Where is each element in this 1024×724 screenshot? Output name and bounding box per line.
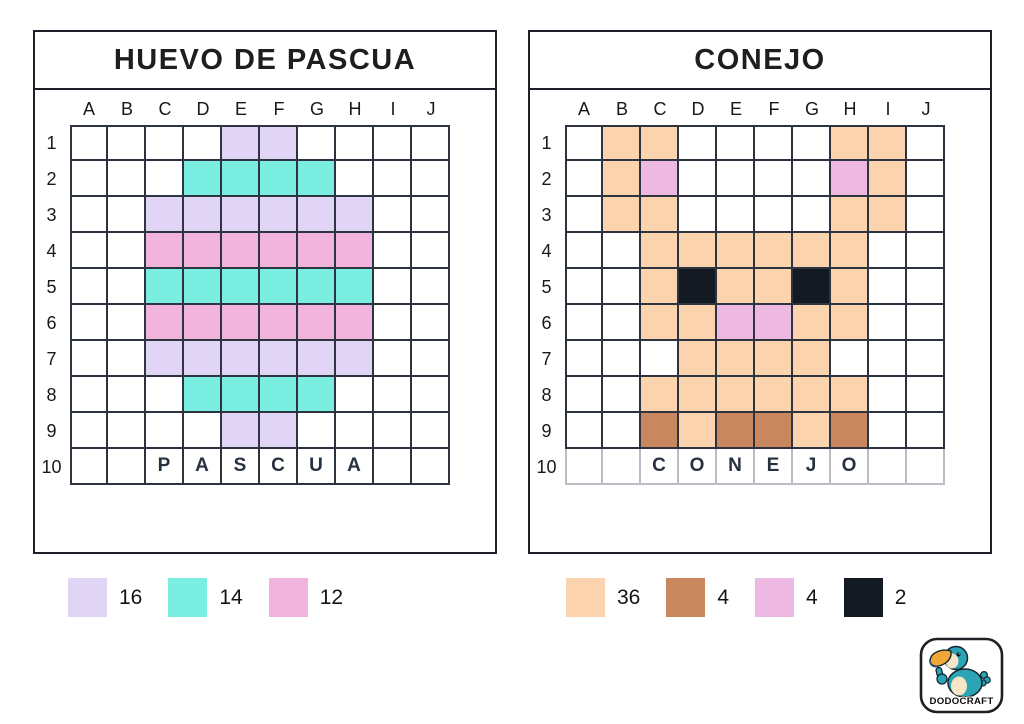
grid-cell-i3 xyxy=(869,197,907,233)
grid-cell-d2 xyxy=(184,161,222,197)
grid-cell-f10: C xyxy=(260,449,298,485)
grid-cell-j3 xyxy=(412,197,450,233)
grid-cell-h3 xyxy=(831,197,869,233)
grid-cell-j10 xyxy=(907,449,945,485)
legend-count-pink: 12 xyxy=(319,585,344,609)
legend-item-pink xyxy=(269,578,343,617)
grid-cell-a9 xyxy=(565,413,603,449)
grid-cell-a1 xyxy=(565,125,603,161)
column-header-d: D xyxy=(691,98,705,119)
row-label-4: 4 xyxy=(46,240,57,261)
grid-cell-h9 xyxy=(831,413,869,449)
column-header-j: J xyxy=(426,98,436,119)
legend-item-black xyxy=(844,578,907,617)
grid-cell-j6 xyxy=(907,305,945,341)
grid-cell-f6 xyxy=(260,305,298,341)
pixel-grid-conejo xyxy=(565,125,945,485)
grid-cell-f3 xyxy=(260,197,298,233)
grid-cell-f2 xyxy=(755,161,793,197)
grid-cell-b9 xyxy=(603,413,641,449)
grid-cell-d5 xyxy=(679,269,717,305)
row-label-7: 7 xyxy=(46,348,57,369)
grid-cell-c8 xyxy=(146,377,184,413)
column-header-f: F xyxy=(768,98,780,119)
grid-cell-a5 xyxy=(565,269,603,305)
grid-cell-b7 xyxy=(108,341,146,377)
grid-cell-a6 xyxy=(70,305,108,341)
panel-conejo xyxy=(528,30,992,554)
grid-cell-c6 xyxy=(641,305,679,341)
grid-cell-c6 xyxy=(146,305,184,341)
grid-cell-b2 xyxy=(108,161,146,197)
grid-cell-c8 xyxy=(641,377,679,413)
grid-cell-j2 xyxy=(412,161,450,197)
grid-cell-b8 xyxy=(603,377,641,413)
pixel-grid-huevo xyxy=(70,125,450,485)
grid-cell-e8 xyxy=(222,377,260,413)
grid-cell-e9 xyxy=(222,413,260,449)
grid-cell-g4 xyxy=(793,233,831,269)
grid-cell-i3 xyxy=(374,197,412,233)
grid-cell-e5 xyxy=(717,269,755,305)
legend-item-teal xyxy=(168,578,242,617)
grid-cell-e3 xyxy=(222,197,260,233)
grid-cell-g10: J xyxy=(793,449,831,485)
grid-cell-i5 xyxy=(374,269,412,305)
grid-cell-d3 xyxy=(184,197,222,233)
grid-cell-j8 xyxy=(412,377,450,413)
grid-cell-h6 xyxy=(831,305,869,341)
grid-cell-b5 xyxy=(108,269,146,305)
grid-cell-i7 xyxy=(374,341,412,377)
grid-cell-f6 xyxy=(755,305,793,341)
grid-cell-j5 xyxy=(412,269,450,305)
grid-cell-c1 xyxy=(641,125,679,161)
dodocraft-logo xyxy=(919,637,1004,714)
grid-cell-j10 xyxy=(412,449,450,485)
column-header-e: E xyxy=(234,98,247,119)
grid-cell-j1 xyxy=(412,125,450,161)
grid-cell-d4 xyxy=(184,233,222,269)
grid-cell-e2 xyxy=(717,161,755,197)
grid-cell-j2 xyxy=(907,161,945,197)
row-label-2: 2 xyxy=(541,168,552,189)
grid-cell-h10: A xyxy=(336,449,374,485)
grid-cell-g2 xyxy=(793,161,831,197)
column-header-b: B xyxy=(120,98,133,119)
grid-cell-j6 xyxy=(412,305,450,341)
legend-swatch-pink xyxy=(755,578,794,617)
grid-cell-g7 xyxy=(298,341,336,377)
logo-wordmark: DODOCRAFT xyxy=(929,696,994,707)
grid-cell-c1 xyxy=(146,125,184,161)
grid-cell-a8 xyxy=(70,377,108,413)
row-label-1: 1 xyxy=(541,132,552,153)
grid-cell-e10: S xyxy=(222,449,260,485)
grid-cell-e4 xyxy=(717,233,755,269)
grid-cell-c2 xyxy=(146,161,184,197)
grid-cell-f8 xyxy=(755,377,793,413)
grid-cell-d7 xyxy=(184,341,222,377)
legend-item-brown xyxy=(666,578,729,617)
grid-cell-f7 xyxy=(260,341,298,377)
grid-cell-g10: U xyxy=(298,449,336,485)
grid-cell-b9 xyxy=(108,413,146,449)
grid-cell-b6 xyxy=(108,305,146,341)
grid-cell-h10: O xyxy=(831,449,869,485)
grid-cell-j4 xyxy=(907,233,945,269)
grid-cell-f1 xyxy=(260,125,298,161)
grid-cell-i8 xyxy=(374,377,412,413)
grid-cell-b8 xyxy=(108,377,146,413)
row-label-1: 1 xyxy=(46,132,57,153)
grid-cell-i10 xyxy=(869,449,907,485)
grid-cell-i1 xyxy=(869,125,907,161)
row-label-9: 9 xyxy=(46,420,57,441)
grid-cell-d6 xyxy=(184,305,222,341)
grid-cell-a3 xyxy=(565,197,603,233)
grid-cell-i7 xyxy=(869,341,907,377)
grid-cell-f10: E xyxy=(755,449,793,485)
row-label-7: 7 xyxy=(541,348,552,369)
row-labels xyxy=(35,125,68,485)
grid-cell-b3 xyxy=(603,197,641,233)
row-label-10: 10 xyxy=(41,456,62,477)
grid-cell-d2 xyxy=(679,161,717,197)
grid-cell-c7 xyxy=(146,341,184,377)
grid-cell-b3 xyxy=(108,197,146,233)
row-label-6: 6 xyxy=(541,312,552,333)
legend-count-lavender: 16 xyxy=(119,585,143,609)
grid-cell-e3 xyxy=(717,197,755,233)
grid-cell-e2 xyxy=(222,161,260,197)
grid-cell-a10 xyxy=(70,449,108,485)
grid-cell-f1 xyxy=(755,125,793,161)
grid-cell-d10: O xyxy=(679,449,717,485)
row-label-8: 8 xyxy=(46,384,57,405)
column-header-i: I xyxy=(390,98,396,119)
legend-swatch-peach xyxy=(566,578,605,617)
grid-cell-f4 xyxy=(755,233,793,269)
legend-count-brown: 4 xyxy=(717,585,730,609)
legend-count-pink: 4 xyxy=(806,585,818,609)
grid-cell-j7 xyxy=(907,341,945,377)
row-label-10: 10 xyxy=(536,456,557,477)
grid-cell-h5 xyxy=(336,269,374,305)
grid-cell-g8 xyxy=(793,377,831,413)
grid-cell-a4 xyxy=(70,233,108,269)
legend-swatch-black xyxy=(844,578,883,617)
grid-cell-d9 xyxy=(184,413,222,449)
grid-cell-j7 xyxy=(412,341,450,377)
legend-count-teal: 14 xyxy=(219,585,243,609)
legend-count-black: 2 xyxy=(894,585,907,609)
column-header-d: D xyxy=(196,98,210,119)
dodo-eye-highlight xyxy=(959,653,960,654)
grid-cell-b4 xyxy=(603,233,641,269)
legend-huevo xyxy=(68,578,343,617)
grid-cell-j8 xyxy=(907,377,945,413)
grid-cell-e5 xyxy=(222,269,260,305)
grid-cell-d6 xyxy=(679,305,717,341)
grid-cell-j9 xyxy=(907,413,945,449)
grid-cell-d3 xyxy=(679,197,717,233)
grid-cell-i9 xyxy=(869,413,907,449)
grid-cell-e1 xyxy=(717,125,755,161)
column-header-i: I xyxy=(885,98,891,119)
grid-cell-b5 xyxy=(603,269,641,305)
legend-item-peach xyxy=(566,578,640,617)
column-header-g: G xyxy=(309,98,324,119)
grid-cell-h6 xyxy=(336,305,374,341)
grid-cell-g1 xyxy=(298,125,336,161)
row-label-8: 8 xyxy=(541,384,552,405)
column-header-b: B xyxy=(615,98,628,119)
grid-cell-i4 xyxy=(869,233,907,269)
legend-swatch-pink xyxy=(269,578,308,617)
grid-cell-d8 xyxy=(679,377,717,413)
grid-cell-d7 xyxy=(679,341,717,377)
row-label-5: 5 xyxy=(541,276,552,297)
grid-cell-f4 xyxy=(260,233,298,269)
grid-cell-g5 xyxy=(793,269,831,305)
grid-cell-h1 xyxy=(831,125,869,161)
column-header-c: C xyxy=(158,98,172,119)
grid-cell-g3 xyxy=(793,197,831,233)
grid-cell-g5 xyxy=(298,269,336,305)
grid-cell-f5 xyxy=(755,269,793,305)
grid-cell-c4 xyxy=(641,233,679,269)
grid-cell-h7 xyxy=(336,341,374,377)
legend-item-lavender xyxy=(68,578,142,617)
column-header-f: F xyxy=(273,98,285,119)
grid-cell-i2 xyxy=(869,161,907,197)
grid-cell-e6 xyxy=(222,305,260,341)
legend-swatch-lavender xyxy=(68,578,107,617)
grid-cell-b6 xyxy=(603,305,641,341)
grid-cell-c3 xyxy=(146,197,184,233)
grid-cell-j1 xyxy=(907,125,945,161)
grid-cell-d5 xyxy=(184,269,222,305)
panel-title-conejo: CONEJO xyxy=(530,32,990,90)
grid-cell-h7 xyxy=(831,341,869,377)
grid-cell-c5 xyxy=(641,269,679,305)
grid-cell-d10: A xyxy=(184,449,222,485)
legend-item-pink xyxy=(755,578,818,617)
column-header-a: A xyxy=(82,98,95,119)
grid-cell-i6 xyxy=(374,305,412,341)
grid-cell-j4 xyxy=(412,233,450,269)
grid-cell-g6 xyxy=(793,305,831,341)
grid-cell-d1 xyxy=(679,125,717,161)
grid-cell-g8 xyxy=(298,377,336,413)
grid-cell-a7 xyxy=(565,341,603,377)
grid-cell-g6 xyxy=(298,305,336,341)
grid-cell-c10: C xyxy=(641,449,679,485)
row-label-4: 4 xyxy=(541,240,552,261)
grid-cell-a10 xyxy=(565,449,603,485)
column-header-g: G xyxy=(804,98,819,119)
grid-cell-h1 xyxy=(336,125,374,161)
grid-cell-d9 xyxy=(679,413,717,449)
grid-cell-h5 xyxy=(831,269,869,305)
grid-cell-c7 xyxy=(641,341,679,377)
grid-cell-g4 xyxy=(298,233,336,269)
grid-cell-a5 xyxy=(70,269,108,305)
grid-cell-c4 xyxy=(146,233,184,269)
grid-cell-h8 xyxy=(336,377,374,413)
grid-cell-j9 xyxy=(412,413,450,449)
column-header-a: A xyxy=(577,98,590,119)
row-label-9: 9 xyxy=(541,420,552,441)
column-headers xyxy=(565,95,945,123)
row-label-2: 2 xyxy=(46,168,57,189)
grid-cell-e10: N xyxy=(717,449,755,485)
row-label-5: 5 xyxy=(46,276,57,297)
grid-cell-e6 xyxy=(717,305,755,341)
grid-cell-a2 xyxy=(565,161,603,197)
grid-cell-i1 xyxy=(374,125,412,161)
grid-cell-b1 xyxy=(108,125,146,161)
grid-cell-d4 xyxy=(679,233,717,269)
grid-cell-b2 xyxy=(603,161,641,197)
grid-cell-i9 xyxy=(374,413,412,449)
dodo-eye xyxy=(957,653,961,657)
grid-cell-e1 xyxy=(222,125,260,161)
grid-cell-a4 xyxy=(565,233,603,269)
column-headers xyxy=(70,95,450,123)
grid-cell-g1 xyxy=(793,125,831,161)
grid-cell-f9 xyxy=(755,413,793,449)
grid-cell-d1 xyxy=(184,125,222,161)
grid-cell-a2 xyxy=(70,161,108,197)
grid-cell-h4 xyxy=(831,233,869,269)
row-label-6: 6 xyxy=(46,312,57,333)
grid-cell-f8 xyxy=(260,377,298,413)
grid-cell-h9 xyxy=(336,413,374,449)
legend-swatch-brown xyxy=(666,578,705,617)
grid-cell-i5 xyxy=(869,269,907,305)
grid-cell-c5 xyxy=(146,269,184,305)
grid-cell-e4 xyxy=(222,233,260,269)
grid-cell-c9 xyxy=(146,413,184,449)
column-header-c: C xyxy=(653,98,667,119)
grid-cell-i10 xyxy=(374,449,412,485)
grid-cell-a8 xyxy=(565,377,603,413)
row-labels xyxy=(530,125,563,485)
grid-cell-b10 xyxy=(108,449,146,485)
grid-cell-h3 xyxy=(336,197,374,233)
panel-huevo-de-pascua xyxy=(33,30,497,554)
grid-cell-e9 xyxy=(717,413,755,449)
legend-swatch-teal xyxy=(168,578,207,617)
grid-cell-h8 xyxy=(831,377,869,413)
legend-count-peach: 36 xyxy=(617,585,641,609)
grid-cell-c3 xyxy=(641,197,679,233)
grid-cell-b10 xyxy=(603,449,641,485)
grid-cell-g9 xyxy=(793,413,831,449)
panel-title-huevo: HUEVO DE PASCUA xyxy=(35,32,495,90)
grid-cell-g2 xyxy=(298,161,336,197)
grid-cell-f7 xyxy=(755,341,793,377)
grid-cell-i2 xyxy=(374,161,412,197)
row-label-3: 3 xyxy=(541,204,552,225)
grid-cell-h2 xyxy=(831,161,869,197)
grid-cell-d8 xyxy=(184,377,222,413)
column-header-e: E xyxy=(729,98,742,119)
grid-cell-f2 xyxy=(260,161,298,197)
grid-cell-i6 xyxy=(869,305,907,341)
grid-cell-b7 xyxy=(603,341,641,377)
grid-cell-f3 xyxy=(755,197,793,233)
row-label-3: 3 xyxy=(46,204,57,225)
grid-cell-i4 xyxy=(374,233,412,269)
grid-cell-a9 xyxy=(70,413,108,449)
grid-cell-j3 xyxy=(907,197,945,233)
grid-cell-a7 xyxy=(70,341,108,377)
grid-cell-g7 xyxy=(793,341,831,377)
grid-cell-a1 xyxy=(70,125,108,161)
grid-cell-a3 xyxy=(70,197,108,233)
grid-cell-a6 xyxy=(565,305,603,341)
grid-cell-f9 xyxy=(260,413,298,449)
legend-conejo xyxy=(566,578,906,617)
column-header-j: J xyxy=(921,98,931,119)
grid-cell-e7 xyxy=(222,341,260,377)
grid-cell-g9 xyxy=(298,413,336,449)
grid-cell-f5 xyxy=(260,269,298,305)
grid-cell-c9 xyxy=(641,413,679,449)
grid-cell-b4 xyxy=(108,233,146,269)
grid-cell-j5 xyxy=(907,269,945,305)
grid-cell-h2 xyxy=(336,161,374,197)
grid-cell-c10: P xyxy=(146,449,184,485)
grid-cell-h4 xyxy=(336,233,374,269)
grid-cell-g3 xyxy=(298,197,336,233)
grid-cell-b1 xyxy=(603,125,641,161)
column-header-h: H xyxy=(348,98,362,119)
grid-cell-e8 xyxy=(717,377,755,413)
column-header-h: H xyxy=(843,98,857,119)
grid-cell-e7 xyxy=(717,341,755,377)
grid-cell-i8 xyxy=(869,377,907,413)
dodo-belly xyxy=(951,677,967,696)
grid-cell-c2 xyxy=(641,161,679,197)
